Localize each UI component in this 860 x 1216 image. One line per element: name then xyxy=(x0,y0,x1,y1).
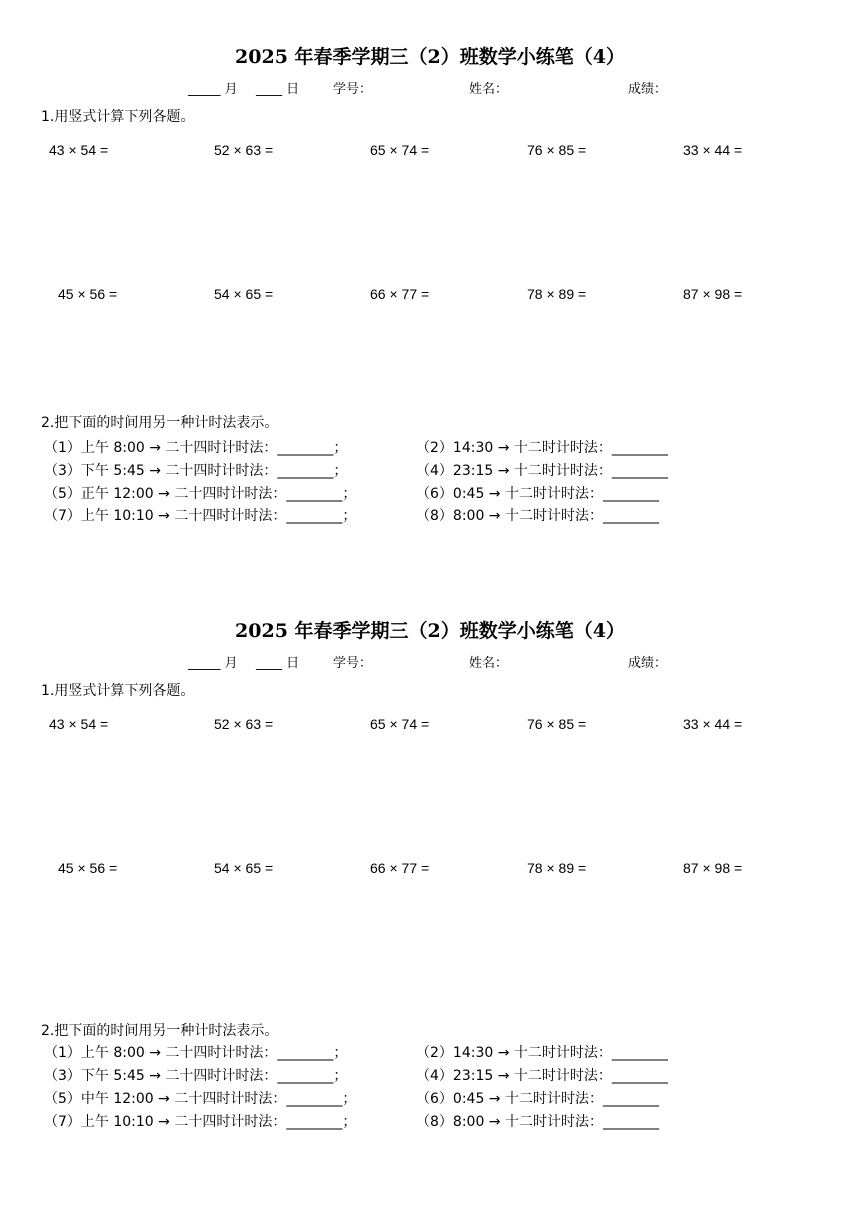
section1-title: 1.用竖式计算下列各题。 xyxy=(41,109,195,125)
multiplication-problem: 43 × 54 = xyxy=(49,716,109,732)
multiplication-problem: 78 × 89 = xyxy=(527,860,587,876)
multiplication-problem: 45 × 56 = xyxy=(58,286,118,302)
worksheet-title: 2025 年春季学期三（2）班数学小练笔（4） xyxy=(235,620,625,642)
time-question-left: （5）中午 12:00 → 二十四时计时法：________； xyxy=(44,1091,357,1107)
score-label: 成绩： xyxy=(628,82,668,97)
multiplication-problem: 33 × 44 = xyxy=(683,142,743,158)
month-field: _____ 月 xyxy=(188,82,238,97)
student-number-label: 学号： xyxy=(333,656,373,671)
multiplication-problem: 54 × 65 = xyxy=(214,286,274,302)
time-question-right: （2）14:30 → 十二时计时法：________ xyxy=(416,440,668,456)
time-conversion-row xyxy=(44,460,668,480)
time-question-right: （4）23:15 → 十二时计时法：________ xyxy=(416,463,668,479)
month-field: _____ 月 xyxy=(188,656,238,671)
time-conversion-row xyxy=(44,1065,668,1085)
section1-title: 1.用竖式计算下列各题。 xyxy=(41,683,195,699)
time-question-left: （7）上午 10:10 → 二十四时计时法：________； xyxy=(44,508,357,524)
time-conversion-row xyxy=(44,1042,668,1062)
time-question-left: （1）上午 8:00 → 二十四时计时法：________； xyxy=(44,1045,348,1061)
time-question-right: （8）8:00 → 十二时计时法：________ xyxy=(416,1114,659,1130)
multiplication-problem: 43 × 54 = xyxy=(49,142,109,158)
worksheet-1 xyxy=(0,0,860,600)
multiplication-problem: 87 × 98 = xyxy=(683,860,743,876)
time-question-right: （8）8:00 → 十二时计时法：________ xyxy=(416,508,659,524)
multiplication-problem: 66 × 77 = xyxy=(370,286,430,302)
time-question-left: （3）下午 5:45 → 二十四时计时法：________； xyxy=(44,463,348,479)
time-question-right: （6）0:45 → 十二时计时法：________ xyxy=(416,1091,659,1107)
score-label: 成绩： xyxy=(628,656,668,671)
student-number-label: 学号： xyxy=(333,82,373,97)
time-conversion-row xyxy=(44,505,659,525)
multiplication-problem: 54 × 65 = xyxy=(214,860,274,876)
time-question-right: （6）0:45 → 十二时计时法：________ xyxy=(416,486,659,502)
multiplication-problem: 65 × 74 = xyxy=(370,716,430,732)
name-label: 姓名： xyxy=(469,82,509,97)
multiplication-problem: 45 × 56 = xyxy=(58,860,118,876)
multiplication-problem: 87 × 98 = xyxy=(683,286,743,302)
time-question-left: （5）正午 12:00 → 二十四时计时法：________； xyxy=(44,486,357,502)
time-conversion-row xyxy=(44,1111,659,1131)
worksheet-title: 2025 年春季学期三（2）班数学小练笔（4） xyxy=(235,46,625,68)
multiplication-problem: 52 × 63 = xyxy=(214,716,274,732)
multiplication-problem: 66 × 77 = xyxy=(370,860,430,876)
multiplication-problem: 76 × 85 = xyxy=(527,142,587,158)
time-question-right: （2）14:30 → 十二时计时法：________ xyxy=(416,1045,668,1061)
multiplication-problem: 33 × 44 = xyxy=(683,716,743,732)
time-question-left: （7）上午 10:10 → 二十四时计时法：________； xyxy=(44,1114,357,1130)
worksheet-2 xyxy=(0,574,860,1174)
time-conversion-row xyxy=(44,1088,659,1108)
name-label: 姓名： xyxy=(469,656,509,671)
time-question-left: （3）下午 5:45 → 二十四时计时法：________； xyxy=(44,1068,348,1084)
time-conversion-row xyxy=(44,437,668,457)
multiplication-problem: 76 × 85 = xyxy=(527,716,587,732)
time-question-left: （1）上午 8:00 → 二十四时计时法：________； xyxy=(44,440,348,456)
section2-title: 2.把下面的时间用另一种计时法表示。 xyxy=(41,1023,279,1039)
day-field: ____ 日 xyxy=(256,656,300,671)
time-question-right: （4）23:15 → 十二时计时法：________ xyxy=(416,1068,668,1084)
multiplication-problem: 52 × 63 = xyxy=(214,142,274,158)
time-conversion-row xyxy=(44,483,659,503)
section2-title: 2.把下面的时间用另一种计时法表示。 xyxy=(41,415,279,431)
multiplication-problem: 78 × 89 = xyxy=(527,286,587,302)
multiplication-problem: 65 × 74 = xyxy=(370,142,430,158)
day-field: ____ 日 xyxy=(256,82,300,97)
